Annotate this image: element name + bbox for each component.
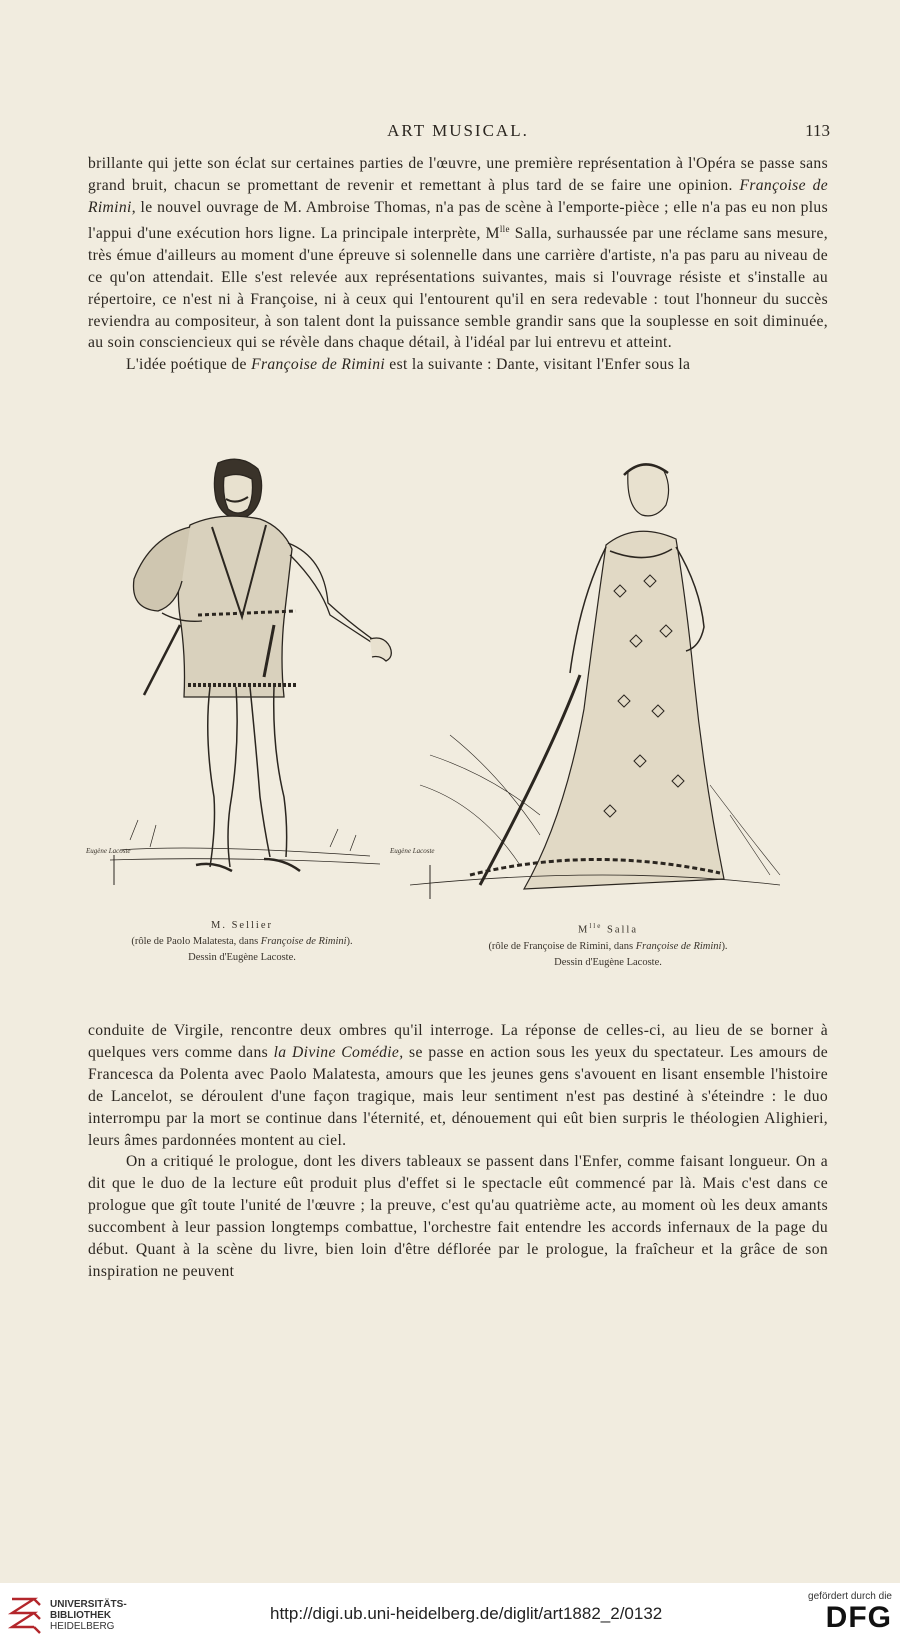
engraving-francoise bbox=[390, 455, 810, 915]
viewer-footer bbox=[0, 1583, 900, 1647]
caption-credit: Dessin d'Eugène Lacoste. bbox=[188, 952, 296, 963]
caption-salla bbox=[438, 918, 778, 971]
caption-role bbox=[92, 934, 392, 950]
running-head bbox=[88, 121, 828, 143]
superscript: lle bbox=[589, 922, 603, 930]
text-run: conduite de Virgile, rencontre deux ombres qu'il interroge. La réponse de celles-ci, au lieu de se borner à quelques vers comme dans bbox=[88, 1022, 828, 1061]
text-run: (rôle de Françoise de Rimini, dans bbox=[488, 940, 636, 952]
page-number: 113 bbox=[805, 121, 830, 140]
text-run: Salla bbox=[602, 924, 638, 936]
text-run: Salla, surhaussée par une réclame sans mesure, très émue d'ailleurs au moment d'une épreuve si solennelle dans une carrière d'artiste, n'a pas paru au niveau de ce qu'on attendait. Elle s'est relevée aux représentations suivantes, mais si l'ouvrage résiste et s'installe au répertoire, ce n'est ni à Françoise, ni à ceux qui l'entourent qu'il en sera redevable : tout l'honneur du succès reviendra au compositeur, à son talent dont la puissance semble grandir sans que la souplesse en soit diminuée, au soin consciencieux qui se révèle dans chaque détail, à l'idéal par lui entrevu et atteint. bbox=[88, 224, 828, 352]
text-run: (rôle de Paolo Malatesta, dans bbox=[131, 936, 261, 947]
paragraph bbox=[88, 153, 828, 354]
work-title: Françoise de Rimini bbox=[251, 356, 386, 374]
caption-credit: Dessin d'Eugène Lacoste. bbox=[554, 956, 662, 968]
work-title: Françoise de Rimini bbox=[635, 940, 722, 952]
permalink-url[interactable]: http://digi.ub.uni-heidelberg.de/diglit/art1882_2/0132 bbox=[270, 1604, 663, 1623]
superscript: lle bbox=[499, 223, 510, 234]
funding-badge bbox=[808, 1591, 892, 1634]
illustration-sellier bbox=[86, 455, 410, 915]
running-head-title: ART MUSICAL. bbox=[387, 121, 529, 140]
artist-signature: Eugène Lacoste bbox=[86, 847, 131, 855]
artist-signature: Eugène Lacoste bbox=[390, 847, 435, 855]
illustration-salla bbox=[390, 455, 810, 915]
work-title: la Divine Comédie, bbox=[273, 1043, 404, 1061]
text-run: ). bbox=[721, 940, 728, 952]
text-run: , le nouvel ouvrage de M. Ambroise Thomas, n'a pas de scène à l'emporte-pièce ; elle n'a pas eu non plus l'appui d'une exécution hors ligne. La principale interprète, M bbox=[88, 198, 828, 242]
caption-role bbox=[438, 939, 778, 955]
text-block-top bbox=[88, 153, 828, 376]
paragraph: On a critiqué le prologue, dont les divers tableaux se passent dans l'Enfer, comme faisant longueur. On a dit que le duo de la lecture eût produit plus d'effet si le spectacle eût commencé par là. Mais c'est dans ce prologue que gît toute l'unité de l'œuvre ; la preuve, c'est qu'au quatrième acte, au moment où les deux amants succombent à leur passion longtemps combattue, l'orchestre fait entendre les accords infernaux de la page du début. Quant à la scène du livre, bien loin d'être déflorée par le prologue, la fraîcheur et la grâce de son inspiration ne peuvent bbox=[88, 1153, 828, 1280]
engraving-paolo bbox=[86, 455, 410, 915]
work-title: Françoise de Rimini bbox=[260, 936, 347, 947]
dfg-logo[interactable]: DFG bbox=[825, 1601, 892, 1634]
caption-sellier bbox=[92, 918, 392, 966]
text-run: se passe en action sous les yeux du spectateur. Les amours de Francesca da Polenta avec Paolo Malatesta, amours que les jeunes gens s'avouent en lisant ensemble l'histoire de Lancelot, se déroulent d'une façon tragique, mais leur sentiment n'est pas destiné à s'éteindre : le duo interrompu par la mort se continue dans l'éternité, et, dénouement qui eût bien surpris le théologien Alighieri, leurs âmes pardonnées montent au ciel. bbox=[88, 1043, 828, 1149]
library-name-line: BIBLIOTHEK bbox=[50, 1610, 112, 1621]
text-run: ). bbox=[346, 936, 353, 947]
funding-label: gefördert durch die bbox=[808, 1591, 892, 1602]
text-run: est la suivante : Dante, visitant l'Enfer sous la bbox=[385, 356, 691, 374]
paragraph bbox=[88, 354, 828, 376]
paragraph bbox=[88, 1020, 828, 1151]
work-title: Françoise de Rimini bbox=[88, 176, 828, 216]
text-run: L'idée poétique de bbox=[126, 356, 252, 374]
library-logo-icon[interactable] bbox=[8, 1593, 44, 1637]
text-block-bottom bbox=[88, 1020, 828, 1283]
caption-name: M. Sellier bbox=[211, 920, 273, 931]
text-run: M bbox=[578, 924, 590, 936]
text-run: brillante qui jette son éclat sur certaines parties de l'œuvre, une première représentation à l'Opéra se passe sans grand bruit, chacun se promettant de revenir et remettant à plus tard de se faire une opinion. bbox=[88, 155, 828, 194]
library-name-line: UNIVERSITÄTS- bbox=[50, 1599, 127, 1610]
library-name-line: HEIDELBERG bbox=[50, 1621, 115, 1632]
library-name bbox=[50, 1599, 127, 1632]
caption-name bbox=[438, 918, 778, 939]
